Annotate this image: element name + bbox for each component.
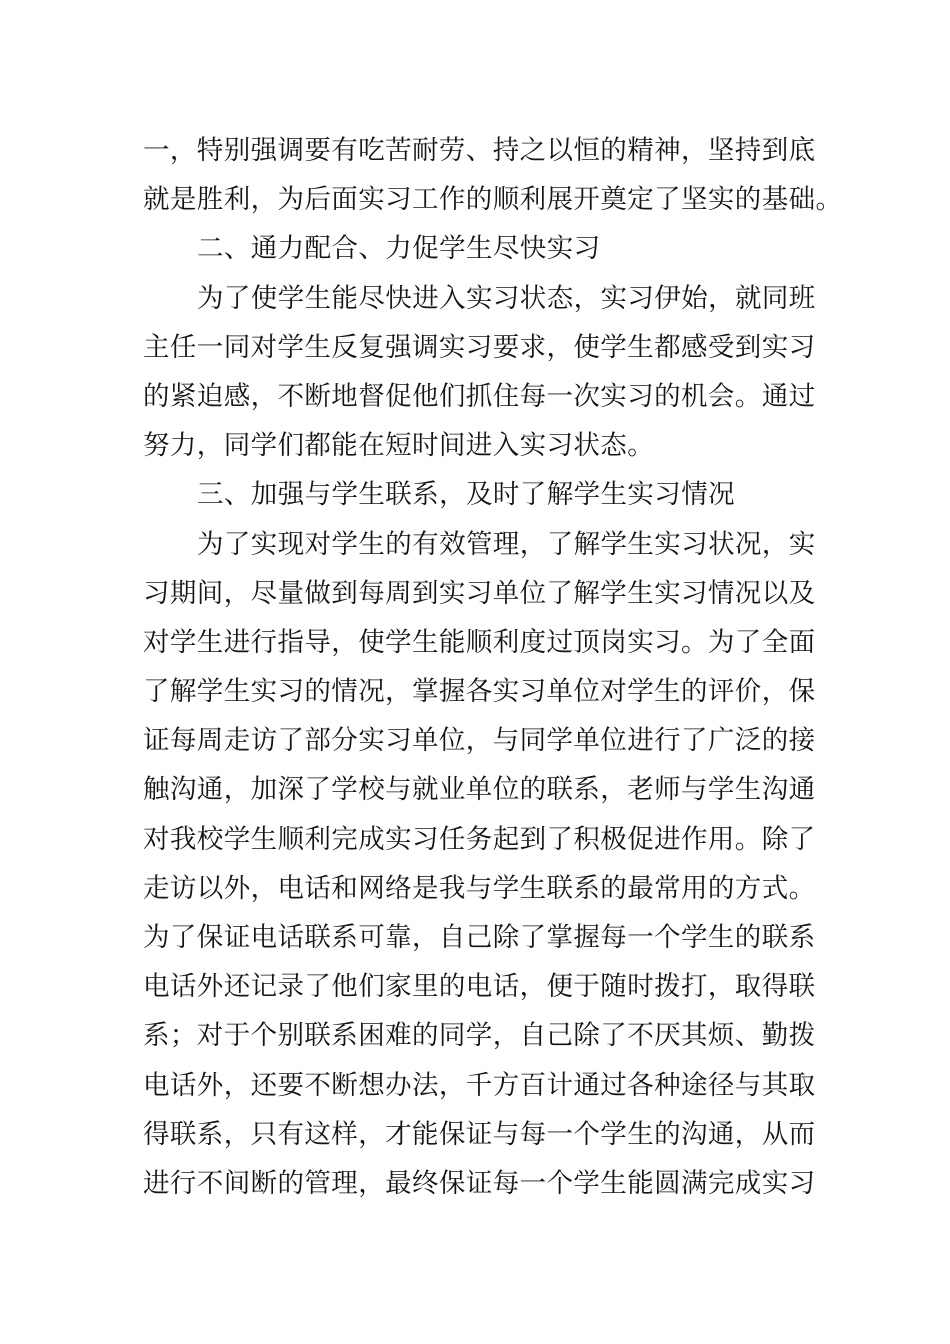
text-line-15: 对我校学生顺利完成实习任务起到了积极促进作用。除了 (143, 823, 816, 855)
text-line-7: 努力，同学们都能在短时间进入实习状态。 (143, 430, 655, 462)
text-line-14: 触沟通，加深了学校与就业单位的联系，老师与学生沟通 (143, 774, 816, 806)
document-body (143, 126, 843, 1208)
text-line-19: 系；对于个别联系困难的同学，自己除了不厌其烦、勤拨 (143, 1020, 816, 1052)
text-line-16: 走访以外，电话和网络是我与学生联系的最常用的方式。 (143, 872, 816, 904)
text-line-17: 为了保证电话联系可靠，自己除了掌握每一个学生的联系 (143, 922, 816, 953)
text-line-1: 一，特别强调要有吃苦耐劳、持之以恒的精神，坚持到底 (143, 135, 816, 166)
text-line-5: 主任一同对学生反复强调实习要求，使学生都感受到实习 (143, 331, 816, 363)
text-line-11: 对学生进行指导，使学生能顺利度过顶岗实习。为了全面 (143, 626, 816, 658)
text-line-12: 了解学生实习的情况，掌握各实习单位对学生的评价，保 (143, 676, 816, 708)
text-line-9: 为了实现对学生的有效管理，了解学生实习状况，实 (197, 528, 816, 560)
text-line-13: 证每周走访了部分实习单位，与同学单位进行了广泛的接 (143, 725, 816, 757)
section-heading-3: 三、加强与学生联系，及时了解学生实习情况 (197, 479, 735, 511)
section-heading-2: 二、通力配合、力促学生尽快实习 (197, 233, 601, 265)
text-line-2: 就是胜利，为后面实习工作的顺利展开奠定了坚实的基础。 (143, 184, 843, 216)
text-line-22: 进行不间断的管理，最终保证每一个学生能圆满完成实习 (143, 1167, 816, 1199)
text-line-4: 为了使学生能尽快进入实习状态，实习伊始，就同班 (197, 282, 816, 314)
text-line-20: 电话外，还要不断想办法，千方百计通过各种途径与其取 (143, 1069, 816, 1101)
text-line-18: 电话外还记录了他们家里的电话，便于随时拨打，取得联 (143, 971, 816, 1003)
text-line-21: 得联系，只有这样，才能保证与每一个学生的沟通，从而 (143, 1118, 816, 1150)
text-line-6: 的紧迫感，不断地督促他们抓住每一次实习的机会。通过 (143, 380, 816, 412)
text-line-10: 习期间，尽量做到每周到实习单位了解学生实习情况以及 (143, 577, 816, 609)
